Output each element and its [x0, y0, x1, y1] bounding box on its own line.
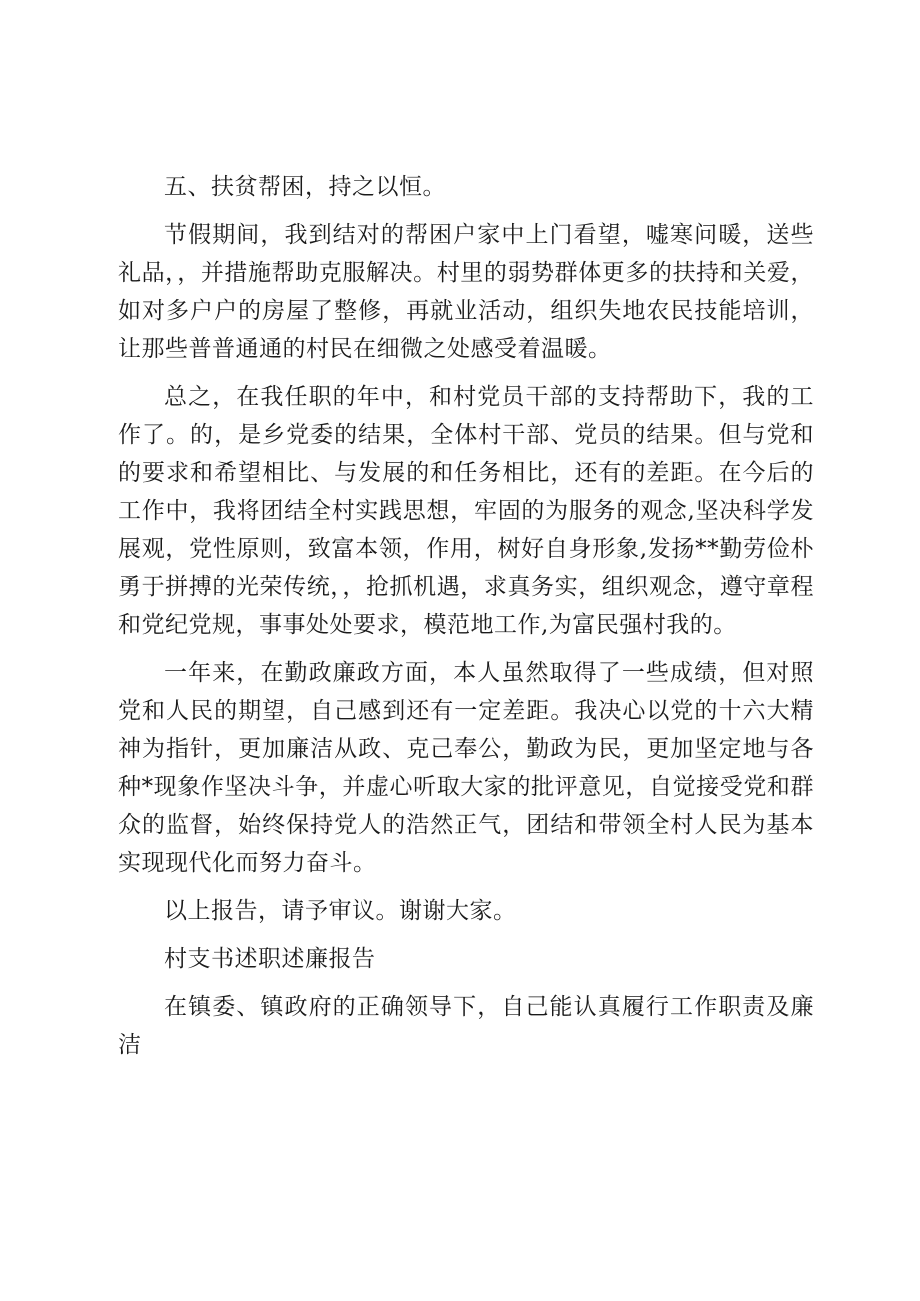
section-heading-poverty-relief: 五、扶贫帮困，持之以恒。	[164, 174, 446, 200]
document-body	[118, 168, 814, 1074]
paragraph-report-opening: 在镇委、镇政府的正确领导下，自己能认真履行工作职责及廉洁	[118, 994, 814, 1058]
report-title: 村支书述职述廉报告	[164, 946, 376, 972]
paragraph-integrity-review: 一年来，在勤政廉政方面，本人虽然取得了一些成绩，但对照党和人民的期望，自己感到还有一定差距。我决心以党的十六大精神为指针，更加廉洁从政、克己奉公，勤政为民，更加坚定地与各种*现象作坚决斗争，并虚心听取大家的批评意见，自觉接受党和群众的监督，始终保持党人的浩然正气，团结和带领全村人民为基本实现现代化而努力奋斗。	[118, 660, 814, 876]
paragraph-closing: 以上报告，请予审议。谢谢大家。	[164, 898, 517, 924]
paragraph-holiday-visits: 节假期间，我到结对的帮困户家中上门看望，嘘寒问暖，送些礼品，，并措施帮助克服解决。村里的弱势群体更多的扶持和关爱，如对多户户的房屋了整修，再就业活动，组织失地农民技能培训，让那些普普通通的村民在细微之处感受着温暖。	[118, 222, 814, 362]
paragraph-summary: 总之，在我任职的年中，和村党员干部的支持帮助下，我的工作了。的，是乡党委的结果，全体村干部、党员的结果。但与党和的要求和希望相比、与发展的和任务相比，还有的差距。在今后的工作中，我将团结全村实践思想，牢固的为服务的观念,坚决科学发展观，党性原则，致富本领，作用，树好自身形象,发扬**勤劳俭朴勇于拼搏的光荣传统，，抢抓机遇，求真务实，组织观念，遵守章程和党纪党规，事事处处要求，模范地工作,为富民强村我的。	[118, 384, 814, 638]
